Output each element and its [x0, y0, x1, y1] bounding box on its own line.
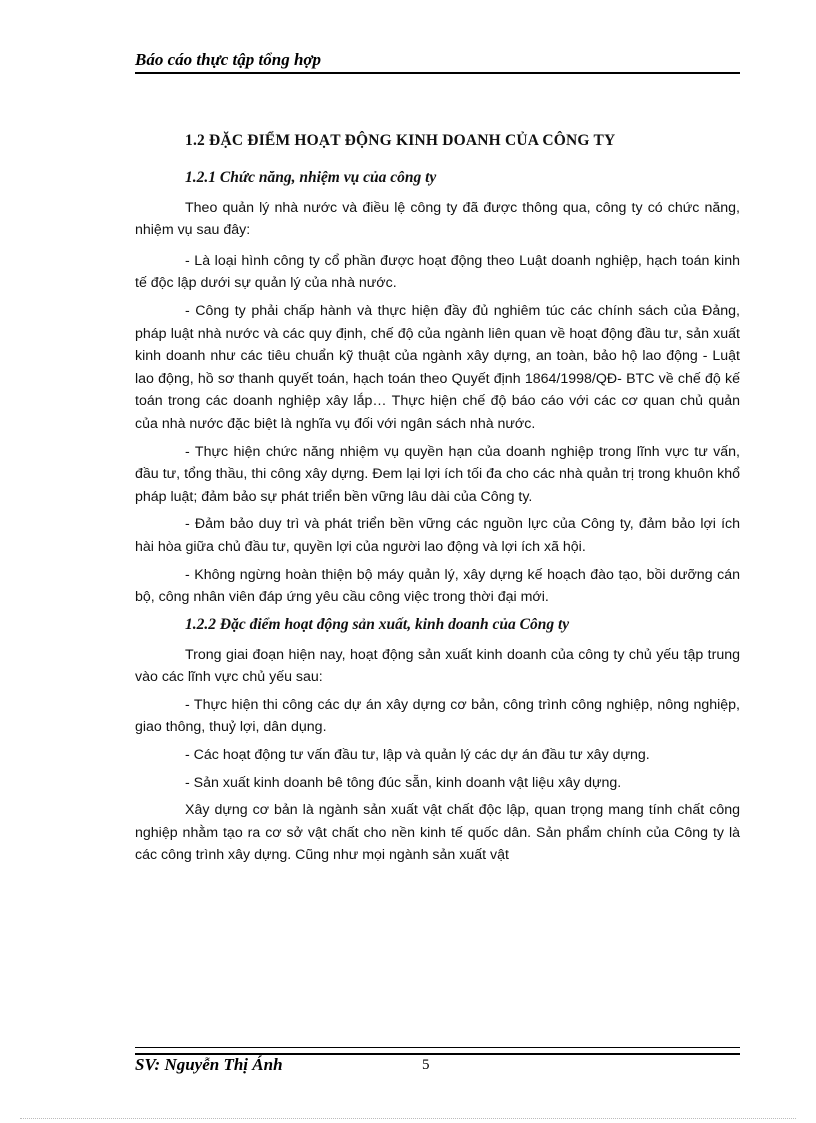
list-item: - Sản xuất kinh doanh bê tông đúc sẵn, kinh doanh vật liệu xây dựng. [185, 774, 622, 791]
subsection-title-business: 1.2.2 Đặc điểm hoạt động sản xuất, kinh doanh của Công ty [185, 615, 570, 633]
footer-divider [135, 1047, 740, 1055]
paragraph-intro: Trong giai đoạn hiện nay, hoạt động sản xuất kinh doanh của công ty chủ yếu tập trung vào các lĩnh vực chủ yếu sau: [135, 646, 740, 686]
section-title: 1.2 ĐẶC ĐIỂM HOẠT ĐỘNG KINH DOANH CỦA CÔNG TY [185, 132, 616, 149]
list-item: - Các hoạt động tư vấn đầu tư, lập và quản lý các dự án đầu tư xây dựng. [185, 747, 650, 764]
paragraph-closing: Xây dựng cơ bản là ngành sản xuất vật chất độc lập, quan trọng mang tính chất công nghiệp nhằm tạo ra cơ sở vật chất cho nền kinh tế quốc dân. Sản phẩm chính của Công ty là các công trình xây dựng. Cũng như mọi ngành sản xuất vật [135, 802, 740, 864]
page-bottom-edge [20, 1118, 796, 1119]
page-header [135, 50, 740, 74]
list-item: - Đảm bảo duy trì và phát triển bền vững các nguồn lực của Công ty, đảm bảo lợi ích hài hòa giữa chủ đầu tư, quyền lợi của người lao động và lợi ích xã hội. [135, 516, 740, 555]
page-number: 5 [422, 1057, 430, 1073]
list-item: - Thực hiện thi công các dự án xây dựng cơ bản, công trình công nghiệp, nông nghiệp, giao thông, thuỷ lợi, dân dụng. [135, 696, 740, 736]
footer-student-name: SV: Nguyễn Thị Ánh [135, 1055, 283, 1074]
list-item: - Thực hiện chức năng nhiệm vụ quyền hạn của doanh nghiệp trong lĩnh vực tư vấn, đầu tư, tổng thầu, thi công xây dựng. Đem lại lợi ích tối đa cho các nhà quản trị trong khuôn khổ pháp luật; đảm bảo sự phát triển bền vững lâu dài của Công ty. [135, 443, 740, 505]
list-item: - Công ty phải chấp hành và thực hiện đầy đủ nghiêm túc các chính sách của Đảng, pháp luật nhà nước và các quy định, chế độ của ngành liên quan về hoạt động đầu tư, sản xuất kinh doanh như các tiêu chuẩn kỹ thuật của ngành xây dựng, an toàn, bảo hộ lao động - Luật lao động, hồ sơ thanh quyết toán, hạch toán theo Quyết định 1864/1998/QĐ- BTC về chế độ kế toán trong các doanh nghiệp xây lắp… Thực hiện chế độ báo cáo với các cơ quan chủ quản của nhà nước đặc biệt là nghĩa vụ đối với ngân sách nhà nước. [135, 302, 740, 432]
list-item: - Là loại hình công ty cổ phần được hoạt động theo Luật doanh nghiệp, hạch toán kinh tế độc lập dưới sự quản lý của nhà nước. [135, 252, 740, 292]
subsection-title-functions: 1.2.1 Chức năng, nhiệm vụ của công ty [185, 168, 437, 186]
paragraph-intro: Theo quản lý nhà nước và điều lệ công ty đã được thông qua, công ty có chức năng, nhiệm vụ sau đây: [135, 199, 740, 239]
list-item: - Không ngừng hoàn thiện bộ máy quản lý, xây dựng kế hoạch đào tạo, bồi dưỡng cán bộ, công nhân viên đáp ứng yêu cầu công việc trong thời đại mới. [135, 566, 740, 606]
page-content [135, 130, 740, 872]
header-title: Báo cáo thực tập tổng hợp [135, 50, 322, 69]
